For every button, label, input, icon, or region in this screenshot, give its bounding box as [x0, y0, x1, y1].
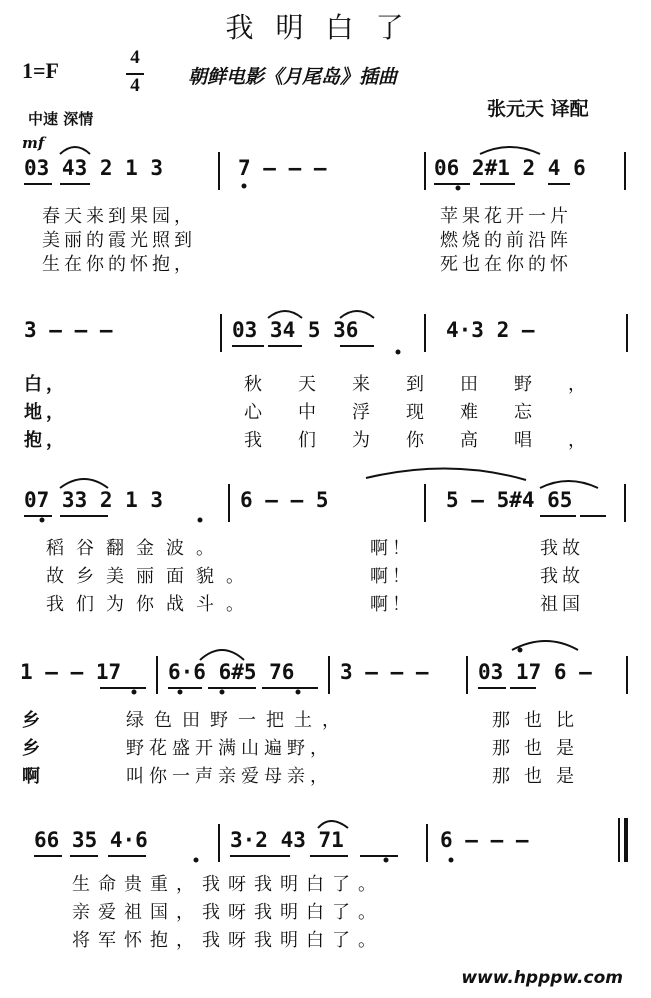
lyric-line: 稻谷翻金波。 [46, 538, 226, 559]
lyric-line: 啊 [22, 766, 44, 787]
tempo-marking: 中速 深情 [28, 110, 94, 128]
lyric-line: 白， [24, 374, 68, 395]
lyric-line: 乡 [22, 710, 44, 731]
measure-10: 1 — — 17 [20, 660, 122, 684]
octave-dot [296, 690, 301, 695]
lyric-line: 祖国 [540, 594, 584, 615]
lyric-line: 春天来到果园， [42, 206, 196, 227]
slur [366, 468, 526, 480]
song-source: 朝鲜电影《月尾岛》插曲 [188, 66, 398, 88]
lyric-line: 啊！ [370, 594, 414, 615]
octave-dot [449, 858, 454, 863]
measure-2: 7 — — — [238, 156, 327, 180]
lyric-line: 秋天来到田野， [244, 374, 622, 395]
lyric-line: 死也在你的怀 [440, 254, 572, 275]
lyric-line: 故乡美丽面貌。 [46, 566, 256, 587]
measure-12: 3 — — — [340, 660, 429, 684]
watermark: www.hpppw.com [461, 968, 623, 988]
lyric-line: 我故 [540, 566, 584, 587]
lyric-line: 我故 [540, 538, 584, 559]
lyric-line: 那也是 [492, 738, 588, 759]
lyric-line: 抱， [24, 430, 68, 451]
lyric-line: 叫你一声亲爱母亲， [126, 766, 333, 787]
measure-8: 6 — — 5 [240, 488, 329, 512]
measure-6: 4·3 2 — [446, 318, 535, 342]
slur [540, 481, 598, 488]
octave-dot [40, 518, 45, 523]
octave-dot [456, 186, 461, 191]
lyric-line: 那也比 [492, 710, 588, 731]
lyric-line: 心中浮现难忘 [244, 402, 568, 423]
song-title: 我明白了 [225, 11, 426, 44]
lyric-line: 地， [24, 402, 68, 423]
slur [318, 821, 348, 828]
octave-dot [518, 648, 523, 653]
lyric-line: 将军怀抱，我呀我明白了。 [72, 930, 384, 951]
octave-dot [242, 184, 247, 189]
measure-1: 03 43 2 1 3 [24, 156, 164, 180]
lyric-line: 绿色田野一把土， [126, 710, 350, 731]
translator-credit: 张元天 译配 [487, 98, 589, 120]
slur [60, 479, 108, 488]
lyric-line: 野花盛开满山遍野， [126, 738, 333, 759]
measure-14: 66 35 4·6 [34, 828, 148, 852]
slur [60, 147, 90, 154]
octave-dot [178, 690, 183, 695]
octave-dot [396, 350, 401, 355]
measure-3: 06 2#1 2 4 6 [434, 156, 586, 180]
octave-dot [198, 518, 203, 523]
time-signature-top: 4 [130, 47, 140, 68]
lyric-line: 我们为你高唱， [244, 430, 622, 451]
lyric-line: 啊！ [370, 566, 414, 587]
lyric-line: 啊！ [370, 538, 414, 559]
measure-16: 6 — — — [440, 828, 529, 852]
octave-dot [132, 690, 137, 695]
lyric-line: 我们为你战斗。 [46, 594, 256, 615]
slur [480, 147, 540, 154]
measure-7: 07 33 2 1 3 [24, 488, 164, 512]
measure-13: 03 17 6 — [478, 660, 592, 684]
octave-dot [194, 858, 199, 863]
octave-dot [384, 858, 389, 863]
lyric-line: 那也是 [492, 766, 588, 787]
measure-15: 3·2 43 71 [230, 828, 344, 852]
time-signature-bottom: 4 [130, 75, 140, 96]
measure-5: 03 34 5 36 [232, 318, 359, 342]
slur [268, 311, 302, 318]
lyric-line: 燃烧的前沿阵 [440, 230, 572, 251]
lyric-line: 苹果花开一片 [440, 206, 572, 227]
dynamic-marking: mf [22, 134, 45, 152]
lyric-line: 生在你的怀抱， [42, 254, 196, 275]
lyric-line: 乡 [22, 738, 44, 759]
measure-9: 5 — 5#4 65 [446, 488, 573, 512]
slur [340, 311, 374, 318]
slur [200, 650, 244, 660]
measure-11: 6·6 6#5 76 [168, 660, 295, 684]
key-signature: 1=F [22, 58, 59, 83]
measure-4: 3 — — — [24, 318, 113, 342]
octave-dot [220, 690, 225, 695]
lyric-line: 亲爱祖国，我呀我明白了。 [72, 902, 384, 923]
lyric-line: 美丽的霞光照到 [42, 230, 196, 251]
lyric-line: 生命贵重，我呀我明白了。 [72, 874, 384, 895]
